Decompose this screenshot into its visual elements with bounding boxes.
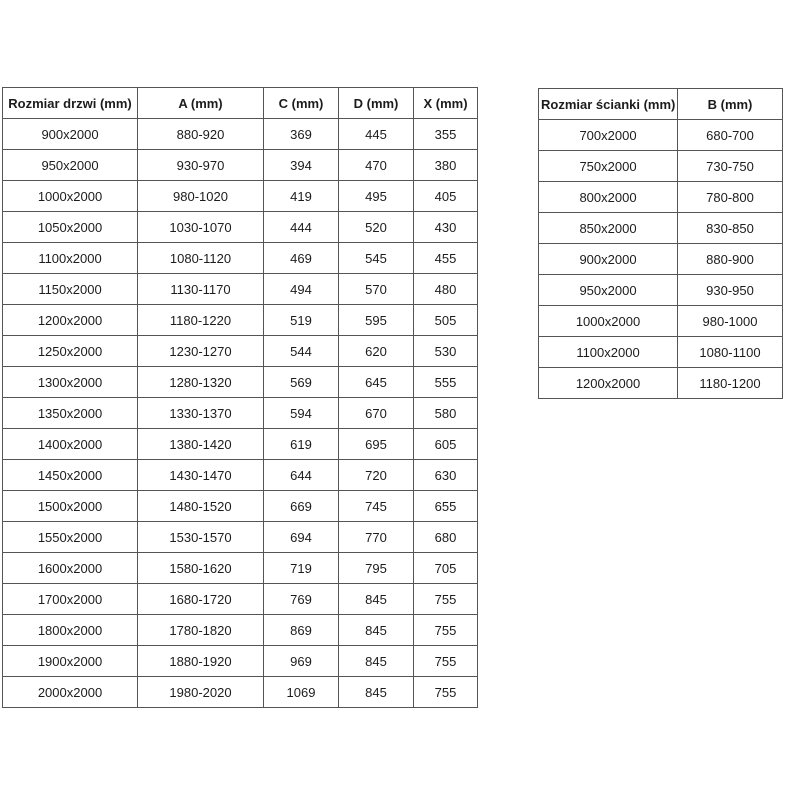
- table-cell: 1130-1170: [138, 274, 264, 305]
- table-cell: 545: [339, 243, 414, 274]
- table-cell: 594: [264, 398, 339, 429]
- table-cell: 770: [339, 522, 414, 553]
- table-cell: 570: [339, 274, 414, 305]
- table-row: [3, 398, 478, 429]
- table-row: [539, 244, 783, 275]
- table-cell: 1580-1620: [138, 553, 264, 584]
- table-row: [3, 553, 478, 584]
- table-cell: 505: [414, 305, 478, 336]
- table-cell: 555: [414, 367, 478, 398]
- table-row: [539, 151, 783, 182]
- table-cell: 480: [414, 274, 478, 305]
- table-cell: 830-850: [678, 213, 783, 244]
- table-cell: 755: [414, 677, 478, 708]
- table-cell: 755: [414, 584, 478, 615]
- table-row: [3, 119, 478, 150]
- table-cell: 1000x2000: [539, 306, 678, 337]
- table-cell: 355: [414, 119, 478, 150]
- column-header: B (mm): [678, 89, 783, 120]
- table-cell: 694: [264, 522, 339, 553]
- table-cell: 755: [414, 615, 478, 646]
- table-cell: 1080-1120: [138, 243, 264, 274]
- table-cell: 845: [339, 584, 414, 615]
- table-cell: 680-700: [678, 120, 783, 151]
- table-cell: 620: [339, 336, 414, 367]
- table-row: [3, 646, 478, 677]
- table-cell: 1980-2020: [138, 677, 264, 708]
- table-cell: 569: [264, 367, 339, 398]
- table-cell: 1030-1070: [138, 212, 264, 243]
- table-cell: 520: [339, 212, 414, 243]
- table-cell: 880-920: [138, 119, 264, 150]
- table-cell: 630: [414, 460, 478, 491]
- table-row: [3, 181, 478, 212]
- table-cell: 900x2000: [539, 244, 678, 275]
- table-cell: 1450x2000: [3, 460, 138, 491]
- table-row: [3, 584, 478, 615]
- table-cell: 950x2000: [539, 275, 678, 306]
- table-cell: 470: [339, 150, 414, 181]
- wall-table-header: [539, 89, 783, 120]
- table-cell: 980-1000: [678, 306, 783, 337]
- table-cell: 1380-1420: [138, 429, 264, 460]
- table-cell: 1230-1270: [138, 336, 264, 367]
- table-row: [539, 120, 783, 151]
- table-cell: 750x2000: [539, 151, 678, 182]
- table-cell: 644: [264, 460, 339, 491]
- table-cell: 930-970: [138, 150, 264, 181]
- table-cell: 769: [264, 584, 339, 615]
- table-cell: 1700x2000: [3, 584, 138, 615]
- table-cell: 530: [414, 336, 478, 367]
- column-header: C (mm): [264, 88, 339, 119]
- wall-size-table: [538, 88, 783, 399]
- table-cell: 1300x2000: [3, 367, 138, 398]
- table-cell: 1800x2000: [3, 615, 138, 646]
- table-cell: 1150x2000: [3, 274, 138, 305]
- table-cell: 494: [264, 274, 339, 305]
- table-cell: 380: [414, 150, 478, 181]
- table-row: [3, 429, 478, 460]
- table-cell: 595: [339, 305, 414, 336]
- table-cell: 845: [339, 615, 414, 646]
- table-cell: 669: [264, 491, 339, 522]
- table-cell: 1550x2000: [3, 522, 138, 553]
- table-cell: 705: [414, 553, 478, 584]
- table-row: [3, 243, 478, 274]
- table-cell: 720: [339, 460, 414, 491]
- header-row: [539, 89, 783, 120]
- table-row: [539, 275, 783, 306]
- table-cell: 980-1020: [138, 181, 264, 212]
- table-cell: 1430-1470: [138, 460, 264, 491]
- table-cell: 605: [414, 429, 478, 460]
- table-row: [3, 150, 478, 181]
- table-cell: 845: [339, 646, 414, 677]
- table-row: [3, 491, 478, 522]
- column-header: Rozmiar ścianki (mm): [539, 89, 678, 120]
- table-cell: 1100x2000: [539, 337, 678, 368]
- table-row: [3, 615, 478, 646]
- table-cell: 2000x2000: [3, 677, 138, 708]
- table-cell: 1050x2000: [3, 212, 138, 243]
- table-row: [539, 306, 783, 337]
- column-header: Rozmiar drzwi (mm): [3, 88, 138, 119]
- table-cell: 745: [339, 491, 414, 522]
- table-cell: 430: [414, 212, 478, 243]
- table-cell: 1250x2000: [3, 336, 138, 367]
- table-cell: 1330-1370: [138, 398, 264, 429]
- table-cell: 1280-1320: [138, 367, 264, 398]
- table-cell: 700x2000: [539, 120, 678, 151]
- table-cell: 755: [414, 646, 478, 677]
- table-cell: 469: [264, 243, 339, 274]
- table-cell: 670: [339, 398, 414, 429]
- table-cell: 519: [264, 305, 339, 336]
- table-row: [539, 337, 783, 368]
- table-cell: 680: [414, 522, 478, 553]
- table-cell: 1180-1220: [138, 305, 264, 336]
- table-row: [3, 336, 478, 367]
- table-cell: 1100x2000: [3, 243, 138, 274]
- table-cell: 495: [339, 181, 414, 212]
- table-row: [3, 522, 478, 553]
- table-cell: 1350x2000: [3, 398, 138, 429]
- column-header: D (mm): [339, 88, 414, 119]
- table-row: [3, 305, 478, 336]
- table-cell: 1530-1570: [138, 522, 264, 553]
- table-cell: 1400x2000: [3, 429, 138, 460]
- table-cell: 869: [264, 615, 339, 646]
- table-cell: 619: [264, 429, 339, 460]
- column-header: A (mm): [138, 88, 264, 119]
- table-cell: 1069: [264, 677, 339, 708]
- table-cell: 1080-1100: [678, 337, 783, 368]
- table-cell: 1900x2000: [3, 646, 138, 677]
- table-cell: 730-750: [678, 151, 783, 182]
- table-cell: 544: [264, 336, 339, 367]
- table-cell: 419: [264, 181, 339, 212]
- table-cell: 850x2000: [539, 213, 678, 244]
- table-cell: 645: [339, 367, 414, 398]
- table-row: [3, 212, 478, 243]
- table-row: [3, 460, 478, 491]
- table-cell: 800x2000: [539, 182, 678, 213]
- table-row: [3, 367, 478, 398]
- table-cell: 900x2000: [3, 119, 138, 150]
- table-cell: 1200x2000: [539, 368, 678, 399]
- table-cell: 950x2000: [3, 150, 138, 181]
- table-cell: 795: [339, 553, 414, 584]
- wall-table-body: [539, 120, 783, 399]
- table-cell: 1600x2000: [3, 553, 138, 584]
- table-cell: 969: [264, 646, 339, 677]
- table-row: [539, 368, 783, 399]
- door-size-table: [2, 87, 478, 708]
- table-row: [3, 677, 478, 708]
- table-row: [3, 274, 478, 305]
- table-cell: 444: [264, 212, 339, 243]
- table-cell: 655: [414, 491, 478, 522]
- table-row: [539, 182, 783, 213]
- table-cell: 1000x2000: [3, 181, 138, 212]
- table-cell: 780-800: [678, 182, 783, 213]
- table-cell: 1880-1920: [138, 646, 264, 677]
- door-table-body: [3, 119, 478, 708]
- table-cell: 394: [264, 150, 339, 181]
- table-cell: 455: [414, 243, 478, 274]
- header-row: [3, 88, 478, 119]
- table-cell: 1200x2000: [3, 305, 138, 336]
- table-cell: 695: [339, 429, 414, 460]
- table-cell: 1180-1200: [678, 368, 783, 399]
- table-cell: 719: [264, 553, 339, 584]
- table-cell: 405: [414, 181, 478, 212]
- table-cell: 1780-1820: [138, 615, 264, 646]
- table-cell: 845: [339, 677, 414, 708]
- table-cell: 1480-1520: [138, 491, 264, 522]
- table-cell: 880-900: [678, 244, 783, 275]
- table-cell: 1680-1720: [138, 584, 264, 615]
- table-cell: 930-950: [678, 275, 783, 306]
- table-row: [539, 213, 783, 244]
- table-cell: 580: [414, 398, 478, 429]
- table-cell: 445: [339, 119, 414, 150]
- table-cell: 369: [264, 119, 339, 150]
- column-header: X (mm): [414, 88, 478, 119]
- table-cell: 1500x2000: [3, 491, 138, 522]
- door-table-header: [3, 88, 478, 119]
